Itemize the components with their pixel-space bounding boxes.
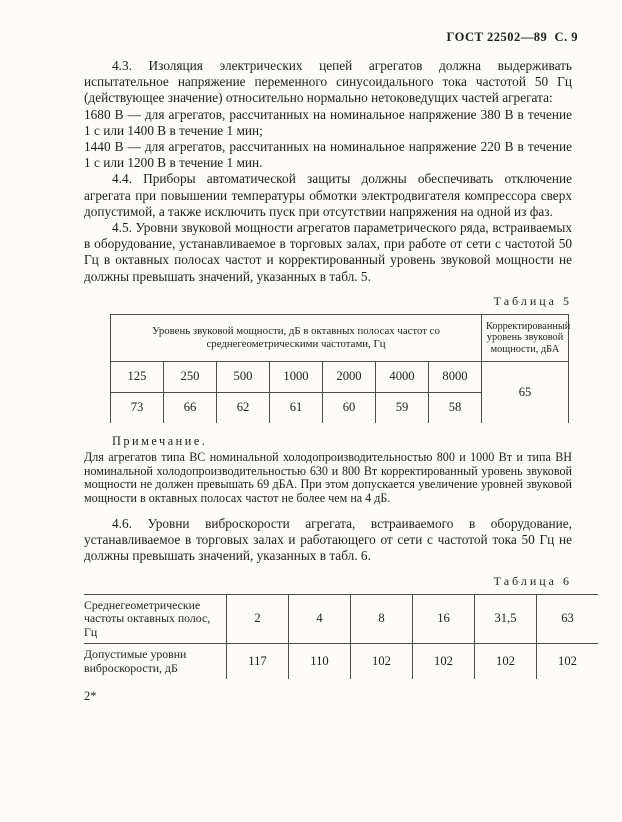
table6-frequency-row xyxy=(84,594,598,644)
table5-corrected-value: 65 xyxy=(482,361,569,423)
page-header: ГОСТ 22502—89 С. 9 xyxy=(446,30,578,44)
table-cell: 73 xyxy=(111,392,164,423)
table-cell: 63 xyxy=(537,594,599,644)
table-cell: 1000 xyxy=(270,361,323,392)
table5-header-corrected: Корректированный уровень звуковой мощности, дБА xyxy=(482,314,569,361)
table-cell: 500 xyxy=(217,361,270,392)
paragraph-4-6: 4.6. Уровни виброскорости агрегата, встраиваемого в оборудование, устанавливаемое в торговых залах и работающего от сети с частотой тока 50 Гц не должны превышать значений, указанных в табл. 6. xyxy=(84,516,572,564)
table5-frequency-row xyxy=(111,361,569,392)
table-cell: 58 xyxy=(429,392,482,423)
table6-caption: Таблица 6 xyxy=(493,573,572,588)
paragraph-4-3: 4.3. Изоляция электрических цепей агрегатов должна выдерживать испытательное напряжение переменного синусоидального тока частотой 50 Гц (действующее значение) относительно нормально нетоковедущих частей агрегата: xyxy=(84,58,572,106)
sheet-mark: 2* xyxy=(84,689,97,704)
table-cell: 8 xyxy=(351,594,413,644)
table-cell: 66 xyxy=(164,392,217,423)
table-cell: 102 xyxy=(351,644,413,680)
table-cell: 2000 xyxy=(323,361,376,392)
table6-row1-label: Среднегеометрические частоты октавных полос, Гц xyxy=(84,594,227,644)
table-cell: 31,5 xyxy=(475,594,537,644)
table-cell: 60 xyxy=(323,392,376,423)
note-block xyxy=(84,434,572,506)
table-cell: 8000 xyxy=(429,361,482,392)
table-cell: 102 xyxy=(537,644,599,680)
paragraph-voltage-1680: 1680 В — для агрегатов, рассчитанных на номинальное напряжение 380 В в течение 1 с или 1400 В в течение 1 мин; xyxy=(84,106,572,138)
note-text: Для агрегатов типа ВС номинальной холодопроизводительностью 800 и 1000 Вт и типа ВН номинальной холодопроизводительностью 630 и 800 Вт корректированный уровень звуковой мощности не должен превышать 69 дБА. При этом допускается увеличение уровней звуковой мощности в октавных полосах частот не более чем на 4 дБ. xyxy=(84,449,572,506)
table-cell: 125 xyxy=(111,361,164,392)
table-cell: 102 xyxy=(475,644,537,680)
table-cell: 110 xyxy=(289,644,351,680)
table-cell: 59 xyxy=(376,392,429,423)
paragraph-voltage-1440: 1440 В — для агрегатов, рассчитанных на номинальное напряжение 220 В в течение 1 с или 1200 В в течение 1 мин. xyxy=(84,139,572,171)
spacer xyxy=(84,506,572,516)
table5-caption: Таблица 5 xyxy=(493,293,572,308)
table-cell: 102 xyxy=(413,644,475,680)
table5-header-row xyxy=(111,314,569,361)
paragraph-4-4: 4.4. Приборы автоматической защиты должны обеспечивать отключение агрегата при повышении температуры обмотки электродвигателя компрессора сверх допустимой, а также исключить пуск при отсутствии напряжения на одной из фаз. xyxy=(84,171,572,219)
document-content xyxy=(84,58,577,704)
table6 xyxy=(84,594,598,680)
table-cell: 117 xyxy=(227,644,289,680)
table5 xyxy=(110,314,569,423)
table6-row2-label: Допустимые уровни виброскорости, дБ xyxy=(84,644,227,680)
table-cell: 16 xyxy=(413,594,475,644)
table6-vibration-row xyxy=(84,644,598,680)
table-cell: 4 xyxy=(289,594,351,644)
table-cell: 4000 xyxy=(376,361,429,392)
table-cell: 62 xyxy=(217,392,270,423)
table5-header-main: Уровень звуковой мощности, дБ в октавных полосах частот со среднегеометрическими частотами, Гц xyxy=(111,314,482,361)
table-cell: 250 xyxy=(164,361,217,392)
table-cell: 2 xyxy=(227,594,289,644)
paragraph-4-5: 4.5. Уровни звуковой мощности агрегатов параметрического ряда, встраиваемых в оборудование, устанавливаемое в торговых залах, при работе от сети с частотой 50 Гц в октавных полосах частот и корректированный уровень звуковой мощности не должны превышать значений, указанных в табл. 5. xyxy=(84,220,572,284)
note-label: Примечание. xyxy=(112,433,208,448)
table-cell: 61 xyxy=(270,392,323,423)
